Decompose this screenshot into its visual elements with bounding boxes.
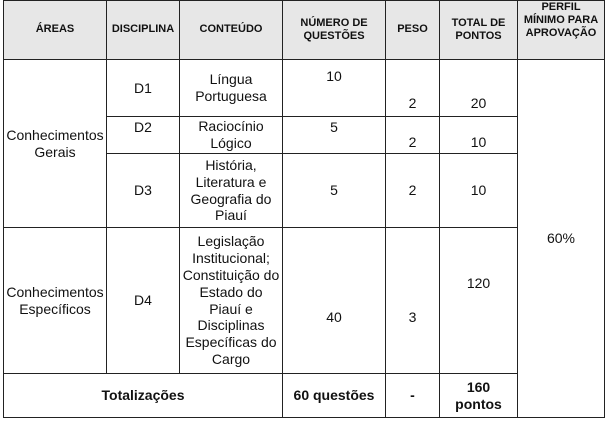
conteudo-cell: História, Literatura e Geografia do Piauí <box>180 154 283 228</box>
exam-table-frame <box>3 0 604 421</box>
conteudo-cell: Legislação Institucional; Constituição do Estado do Piauí e Disciplinas Específicas do Cargo <box>180 228 283 374</box>
pontos-cell: 10 <box>440 117 518 154</box>
header-row <box>4 1 605 60</box>
header-peso: PESO <box>386 1 440 60</box>
peso-cell: 2 <box>386 60 440 117</box>
table-row <box>4 60 605 117</box>
header-areas: ÁREAS <box>4 1 107 60</box>
header-conteudo: CONTEÚDO <box>180 1 283 60</box>
conteudo-cell: Raciocínio Lógico <box>180 117 283 154</box>
table-row <box>4 228 605 374</box>
exam-structure-table <box>3 0 605 418</box>
questoes-cell: 5 <box>283 154 386 228</box>
pontos-cell: 120 <box>440 228 518 374</box>
totals-pontos: 160 pontos <box>440 374 518 418</box>
totals-peso: - <box>386 374 440 418</box>
conteudo-cell: Língua Portuguesa <box>180 60 283 117</box>
header-disciplina: DISCIPLINA <box>107 1 180 60</box>
questoes-cell: 5 <box>283 117 386 154</box>
disciplina-cell: D1 <box>107 60 180 117</box>
header-numero-questoes: NÚMERO DE QUESTÕES <box>283 1 386 60</box>
disciplina-cell: D2 <box>107 117 180 154</box>
disciplina-cell: D4 <box>107 228 180 374</box>
pontos-cell: 20 <box>440 60 518 117</box>
header-total-pontos: TOTAL DE PONTOS <box>440 1 518 60</box>
disciplina-cell: D3 <box>107 154 180 228</box>
pontos-cell: 10 <box>440 154 518 228</box>
peso-cell: 3 <box>386 228 440 374</box>
perfil-cell: 60% <box>518 60 605 418</box>
area-cell: Conhecimentos Gerais <box>4 60 107 228</box>
totals-row <box>4 374 605 418</box>
totals-questoes: 60 questões <box>283 374 386 418</box>
header-perfil: PERFIL MÍNIMO PARA APROVAÇÃO <box>518 1 605 60</box>
totals-label: Totalizações <box>4 374 283 418</box>
questoes-cell: 10 <box>283 60 386 117</box>
peso-cell: 2 <box>386 154 440 228</box>
questoes-cell: 40 <box>283 228 386 374</box>
peso-cell: 2 <box>386 117 440 154</box>
area-cell: Conhecimentos Específicos <box>4 228 107 374</box>
